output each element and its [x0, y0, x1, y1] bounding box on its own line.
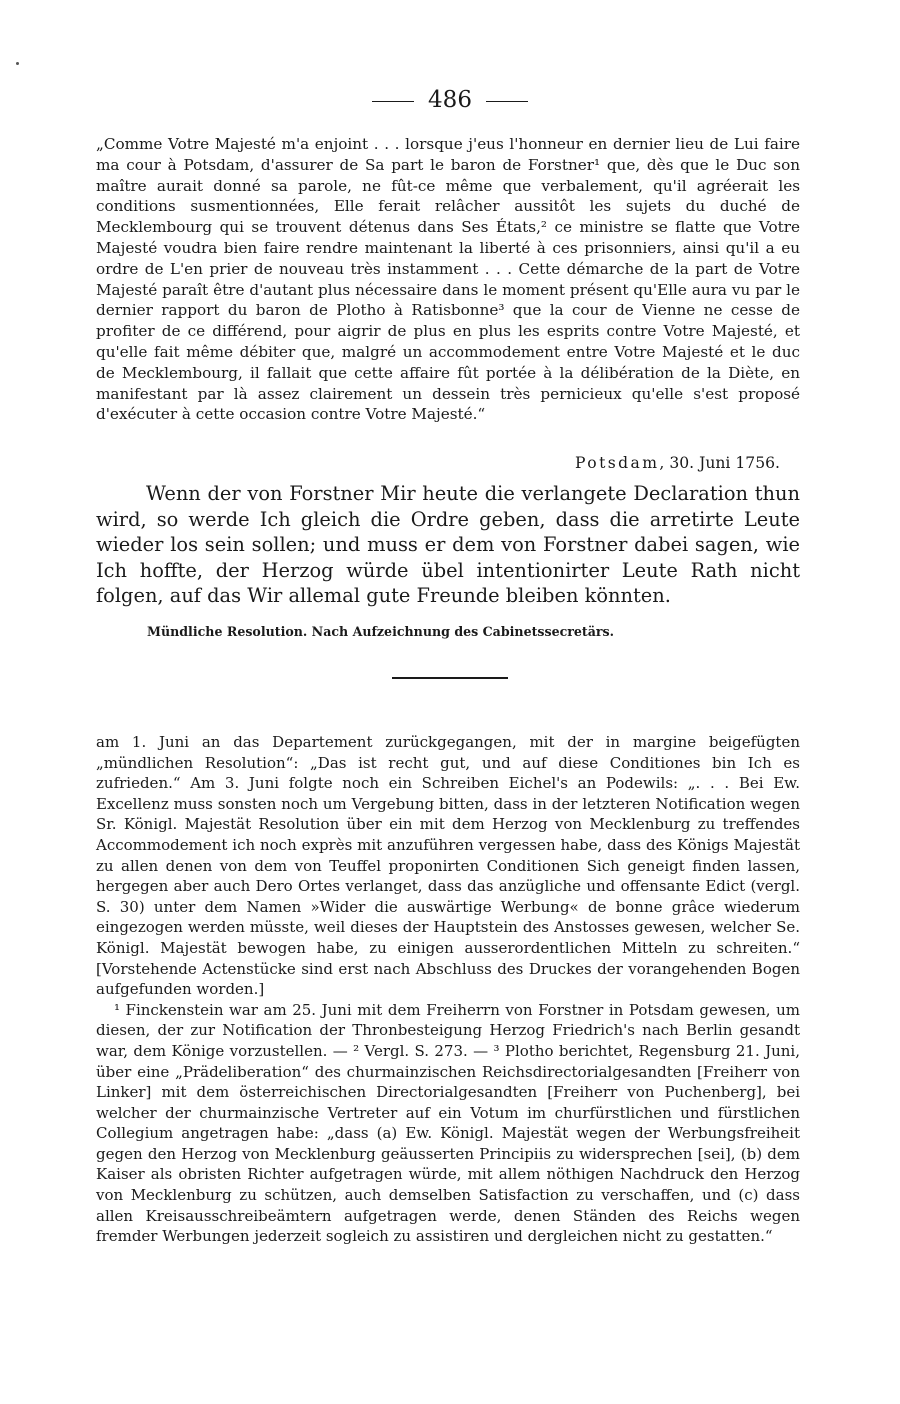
quoted-report — [96, 134, 800, 425]
resolution-text: Wenn der von Forstner Mir heute die verlangete Declaration thun wird, so werde Ich gleich die Ordre geben, dass die arretirte Leute wieder los sein sollen; und muss er dem von Forstner dabei sagen, wie Ich hoffte, der Herzog würde übel intentionirter Leute Rath nicht folgen, auf das Wir allemal gute Freunde bleiben könnten. — [96, 482, 800, 608]
header-dash-right — [486, 101, 528, 102]
dateline — [575, 453, 780, 473]
notes-section — [96, 732, 800, 1247]
footnotes: ¹ Finckenstein war am 25. Juni mit dem Freiherrn von Forstner in Potsdam gewesen, um diesen, der zur Notification der Thronbesteigung Herzog Friedrich's nach Berlin gesandt war, dem Könige vorzustellen. — ² Vergl. S. 273. — ³ Plotho berichtet, Regensburg 21. Juni, über eine „Prädeliberation“ des churmainzischen Reichsdirectorialgesandten [Freiherr von Linker] mit dem österreichischen Directorialgesandten [Freiherr von Puchenberg], bei welcher der churmainzische Vertreter auf ein Votum im churfürstlichen und fürstlichen Collegium angetragen habe: „dass (a) Ew. Königl. Majestät wegen der Werbungsfreiheit gegen den Herzog von Mecklenburg geäusserten Principiis zu widersprechen [sei], (b) dem Kaiser als obristen Richter aufgetragen würde, mit allem nöthigen Nachdruck den Herzog von Mecklenburg zu schützen, auch demselben Satisfaction zu verschaffen, und (c) dass allen Kreisausschreibeämtern aufgetragen werde, denen Ständen des Reichs wegen fremder Werbungen jederzeit sogleich zu assistiren und dergleichen nicht zu gestatten.“ — [96, 1000, 800, 1246]
page-number: 486 — [428, 87, 472, 113]
dateline-place: Potsdam — [575, 454, 660, 472]
royal-resolution — [96, 481, 800, 609]
source-note: Mündliche Resolution. Nach Aufzeichnung des Cabinetssecretärs. — [147, 624, 614, 639]
section-rule — [392, 677, 508, 679]
dateline-date: , 30. Juni 1756. — [659, 454, 780, 472]
margin-mark — [16, 62, 19, 65]
header-dash-left — [372, 101, 414, 102]
editorial-note: am 1. Juni an das Departement zurückgegangen, mit der in margine beigefügten „mündlichen Resolution“: „Das ist recht gut, und auf diese Conditiones bin Ich es zufrieden.“ Am 3. Juni folgte noch ein Schreiben Eichel's an Podewils: „. . . Bei Ew. Excellenz muss sonsten noch um Vergebung bitten, dass in der letzteren Notification wegen Sr. Königl. Majestät Resolution über ein mit dem Herzog von Mecklenburg zu treffendes Accommodement ich noch exprès mit anzuführen vergessen habe, dass des Königs Majestät zu allen denen von dem von Teuffel proponirten Conditionen Sich geneigt finden lassen, hergegen aber auch Dero Ortes verlanget, dass das anzügliche und offensante Edict (vergl. S. 30) unter dem Namen »Wider die auswärtige Werbung« de bonne grâce wiederum eingezogen werden müsste, weil dieses der Hauptstein des Anstosses gewesen, welcher Se. Königl. Majestät bewogen habe, zu einigen ausserordentlichen Mitteln zu schreiten.“ [Vorstehende Actenstücke sind erst nach Abschluss des Druckes der vorangehenden Bogen aufgefunden worden.] — [96, 733, 800, 999]
page-header — [0, 86, 900, 114]
quote-paragraph: „Comme Votre Majesté m'a enjoint . . . lorsque j'eus l'honneur en dernier lieu de Lui faire ma cour à Potsdam, d'assurer de Sa part le baron de Forstner¹ que, dès que le Duc son maître aurait donné sa parole, ne fût-ce même que verbalement, qu'il agréerait les conditions susmentionnées, Elle ferait relâcher aussitôt les sujets du duché de Mecklembourg qui se trouvent détenus dans Ses États,² ce ministre se flatte que Votre Majesté voudra bien faire rendre maintenant la liberté à ces prisonniers, ainsi qu'il a eu ordre de L'en prier de nouveau très instamment . . . Cette démarche de la part de Votre Majesté paraît être d'autant plus nécessaire dans le moment présent qu'Elle aura vu par le dernier rapport du baron de Plotho à Ratisbonne³ que la cour de Vienne ne cesse de profiter de ce différend, pour aigrir de plus en plus les esprits contre Votre Majesté, et qu'elle fait même débiter que, malgré un accommodement entre Votre Majesté et le duc de Mecklembourg, il fallait que cette affaire fût portée à la délibération de la Diète, en manifestant par là assez clairement un dessein très pernicieux qu'elle s'est proposé d'exécuter à cette occasion contre Votre Majesté.“ — [96, 135, 800, 424]
